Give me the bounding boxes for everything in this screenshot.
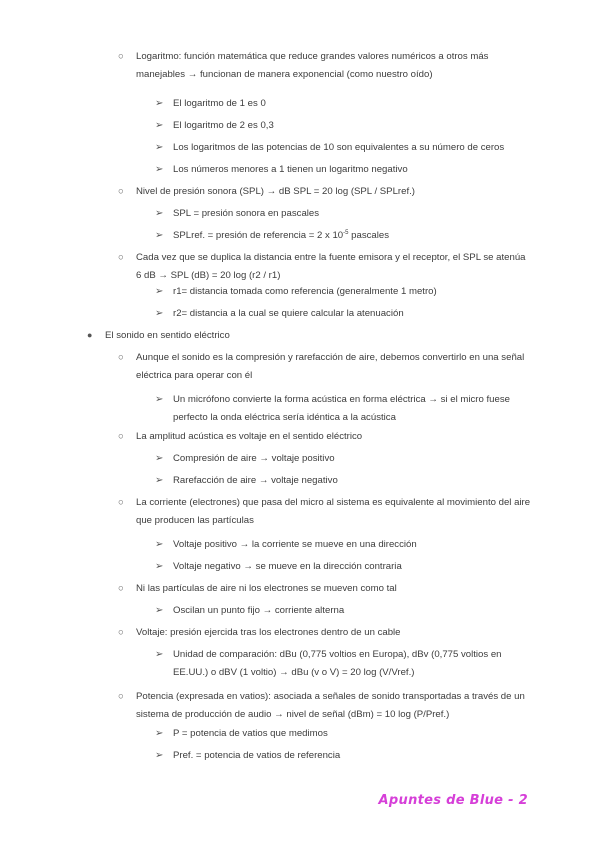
list-item-main-text: Nivel de presión sonora (SPL) → dB SPL = 20 log (SPL / SPLref.) — [136, 186, 415, 197]
list-item-text — [87, 327, 527, 345]
bullet-icon: ➢ — [155, 98, 164, 109]
list-item-main-text: SPLref. = presión de referencia = 2 x 10 — [173, 230, 344, 241]
list-item-main-text: Los números menores a 1 tienen un logaritmo negativo — [173, 164, 408, 175]
list-item-main-text: La corriente (electrones) que pasa del micro al sistema es equivalente al movimiento del aire que producen las partículas — [136, 497, 531, 526]
list-item-trailing-text: pascales — [348, 230, 390, 241]
list-item-main-text: La amplitud acústica es voltaje en el sentido eléctrico — [136, 431, 363, 442]
list-item-main-text: Un micrófono convierte la forma acústica en forma eléctrica → si el micro fuese perfecto la onda eléctrica sería idéntica a la acústica — [173, 394, 510, 423]
bullet-icon: ○ — [118, 627, 124, 638]
list-item — [155, 139, 533, 157]
bullet-icon: ○ — [118, 431, 124, 442]
list-item-main-text: Voltaje positivo → la corriente se mueve en una dirección — [173, 539, 417, 550]
list-item-text — [118, 428, 533, 446]
bullet-icon: ➢ — [155, 142, 164, 153]
list-item-text — [155, 450, 533, 468]
list-item — [155, 205, 533, 223]
bullet-icon: ➢ — [155, 120, 164, 131]
bullet-icon: ○ — [118, 583, 124, 594]
list-item-text — [155, 747, 533, 765]
list-item — [155, 646, 533, 681]
list-item-text — [155, 472, 533, 490]
bullet-icon: ○ — [118, 691, 124, 702]
list-item-text — [118, 183, 533, 201]
list-item-main-text: Pref. = potencia de vatios de referencia — [173, 750, 341, 761]
bullet-icon: ➢ — [155, 230, 164, 241]
list-item — [118, 580, 533, 598]
bullet-icon: ➢ — [155, 164, 164, 175]
list-item — [155, 602, 533, 620]
list-item-main-text: Cada vez que se duplica la distancia entre la fuente emisora y el receptor, el SPL se atenúa 6 dB → SPL (dB) = 20 log (r2 / r1) — [136, 252, 526, 281]
list-item-text — [155, 205, 533, 223]
list-item — [118, 688, 533, 723]
page-footer: Apuntes de Blue - 2 — [378, 793, 528, 808]
exponent: -5 — [343, 229, 349, 236]
list-item-text — [155, 536, 533, 554]
list-item-main-text: Oscilan un punto fijo → corriente alterna — [173, 605, 345, 616]
bullet-icon: ○ — [118, 186, 124, 197]
list-item — [155, 450, 533, 468]
list-item-text — [155, 117, 533, 135]
list-item-text — [118, 580, 533, 598]
list-item — [118, 183, 533, 201]
list-item-main-text: Los logaritmos de las potencias de 10 son equivalentes a su número de ceros — [173, 142, 505, 153]
bullet-icon: ➢ — [155, 728, 164, 739]
bullet-icon: ➢ — [155, 539, 164, 550]
bullet-icon: ➢ — [155, 475, 164, 486]
list-item-text — [118, 494, 533, 529]
list-item-text — [155, 391, 533, 426]
list-item — [155, 536, 533, 554]
bullet-icon: ○ — [118, 352, 124, 363]
list-item — [118, 494, 533, 529]
bullet-icon: ➢ — [155, 453, 164, 464]
list-item — [155, 283, 533, 301]
list-item-text — [155, 725, 533, 743]
bullet-icon: ○ — [118, 497, 124, 508]
bullet-icon: ➢ — [155, 286, 164, 297]
list-item-text — [155, 305, 533, 323]
list-item-main-text: Compresión de aire → voltaje positivo — [173, 453, 335, 464]
list-item-main-text: Rarefacción de aire → voltaje negativo — [173, 475, 338, 486]
list-item-text — [155, 139, 533, 157]
list-item-main-text: r1= distancia tomada como referencia (generalmente 1 metro) — [173, 286, 437, 297]
list-item — [118, 428, 533, 446]
bullet-icon: ➢ — [155, 308, 164, 319]
list-item — [155, 747, 533, 765]
bullet-icon: ● — [87, 330, 93, 340]
list-item — [155, 391, 533, 426]
bullet-icon: ○ — [118, 252, 124, 263]
list-item-main-text: P = potencia de vatios que medimos — [173, 728, 328, 739]
list-item — [118, 624, 533, 642]
bullet-icon: ➢ — [155, 561, 164, 572]
bullet-icon: ➢ — [155, 649, 164, 660]
list-item-text — [118, 249, 533, 284]
list-item-main-text: Aunque el sonido es la compresión y rarefacción de aire, debemos convertirlo en una señal eléctrica para operar con él — [136, 352, 525, 381]
bullet-icon: ➢ — [155, 394, 164, 405]
list-item — [118, 48, 533, 83]
list-item — [118, 249, 533, 284]
list-item-main-text: Unidad de comparación: dBu (0,775 voltios en Europa), dBv (0,775 voltios en EE.UU.) o dBV (1 voltio) → dBu (v o V) = 20 log (V/Vref.) — [173, 649, 502, 678]
bullet-icon: ○ — [118, 51, 124, 62]
list-item — [155, 95, 533, 113]
list-item — [155, 725, 533, 743]
list-item — [155, 558, 533, 576]
bullet-icon: ➢ — [155, 605, 164, 616]
list-item — [118, 349, 533, 384]
list-item-text — [118, 349, 533, 384]
list-item-main-text: El logaritmo de 1 es 0 — [173, 98, 266, 109]
bullet-icon: ➢ — [155, 750, 164, 761]
list-item-text — [155, 646, 533, 681]
list-item-text — [155, 558, 533, 576]
list-item-text — [155, 602, 533, 620]
list-item — [87, 327, 527, 345]
list-item-text — [155, 227, 533, 245]
list-item — [155, 117, 533, 135]
list-item-main-text: Potencia (expresada en vatios): asociada a señales de sonido transportadas a través de un sistema de producción de audio → nivel de señal (dBm) = 10 log (P/Pref.) — [136, 691, 525, 720]
list-item-text — [118, 688, 533, 723]
list-item-main-text: SPL = presión sonora en pascales — [173, 208, 320, 219]
list-item-main-text: El sonido en sentido eléctrico — [105, 330, 230, 341]
list-item-text — [155, 95, 533, 113]
list-item-text — [118, 624, 533, 642]
list-item-main-text: Logaritmo: función matemática que reduce grandes valores numéricos a otros más manejables → funcionan de manera exponencial (como nuestro oído) — [136, 51, 489, 80]
bullet-icon: ➢ — [155, 208, 164, 219]
list-item-text — [155, 161, 533, 179]
list-item — [155, 472, 533, 490]
list-item — [155, 305, 533, 323]
list-item-main-text: Voltaje negativo → se mueve en la dirección contraria — [173, 561, 402, 572]
list-item-text — [155, 283, 533, 301]
list-item — [155, 161, 533, 179]
list-item-main-text: El logaritmo de 2 es 0,3 — [173, 120, 274, 131]
list-item-main-text: Ni las partículas de aire ni los electrones se mueven como tal — [136, 583, 397, 594]
list-item — [155, 227, 533, 245]
list-item-main-text: Voltaje: presión ejercida tras los electrones dentro de un cable — [136, 627, 401, 638]
list-item-text — [118, 48, 533, 83]
list-item-main-text: r2= distancia a la cual se quiere calcular la atenuación — [173, 308, 404, 319]
